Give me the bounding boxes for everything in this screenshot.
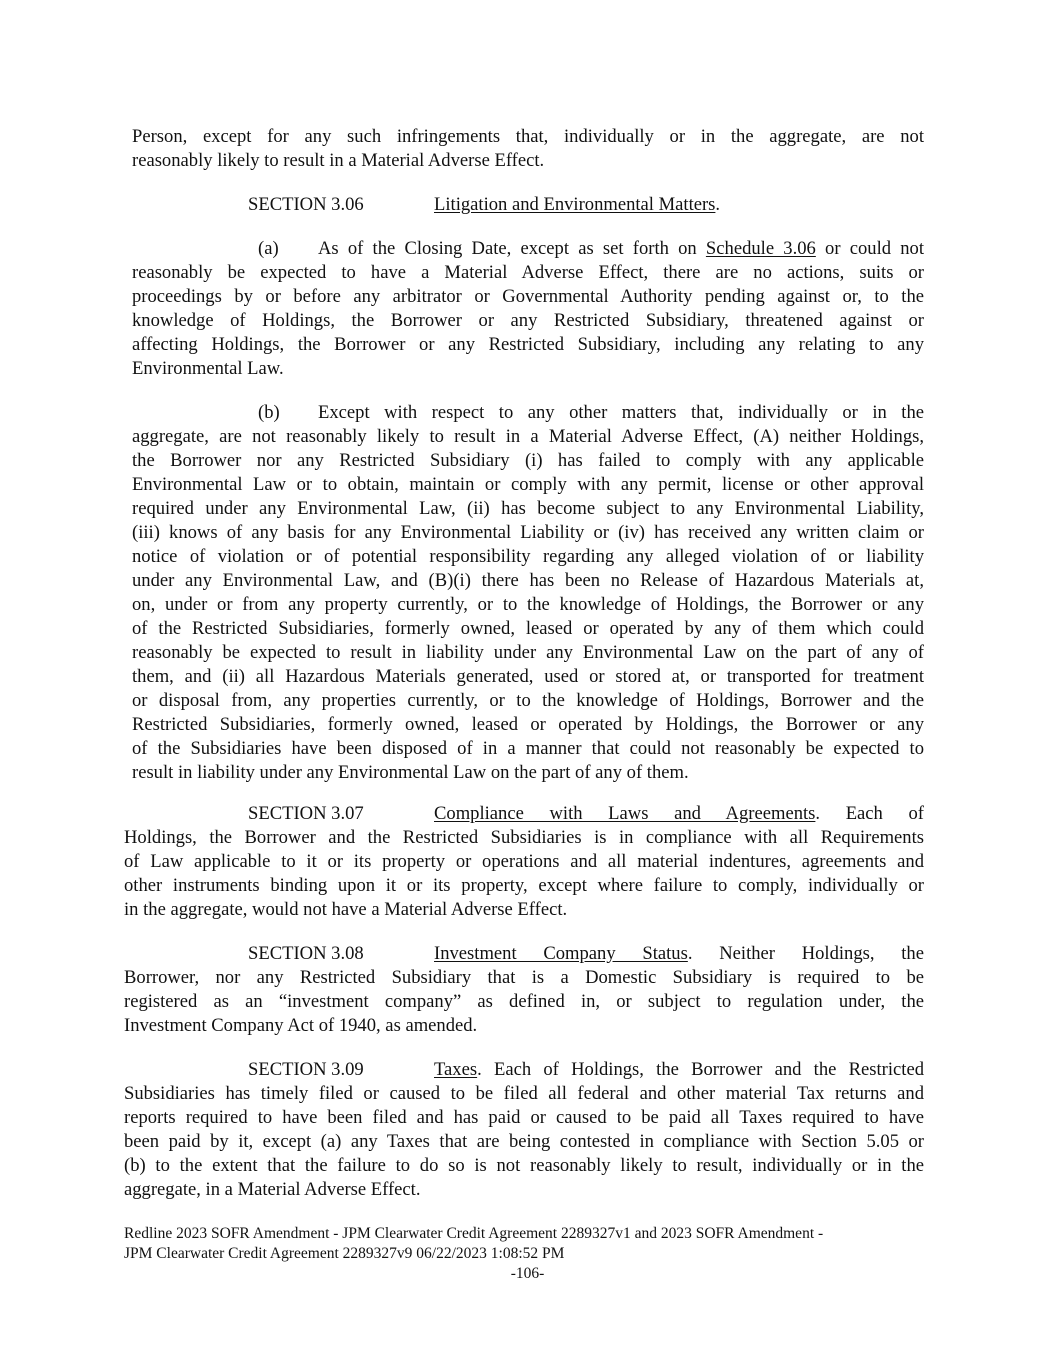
section-title: Taxes — [434, 1059, 478, 1080]
schedule-reference: Schedule 3.06 — [705, 238, 816, 259]
text-line: Holdings, the Borrower and the Restricted Subsidiaries is in compliance with all Requirements — [124, 827, 924, 848]
text-line: Environmental Law or to obtain, maintain or comply with any permit, license or other approval — [132, 474, 924, 495]
text-line: been paid by it, except (a) any Taxes that are being contested in compliance with Section 5.05 or — [124, 1131, 924, 1152]
paragraph — [124, 193, 924, 217]
text-line: of the Subsidiaries have been disposed of in a manner that could not reasonably be expected to — [132, 738, 924, 759]
text-line: aggregate, in a Material Adverse Effect. — [124, 1179, 421, 1200]
item-first-line — [132, 237, 924, 261]
paragraph — [132, 237, 924, 381]
footer-line-2: JPM Clearwater Credit Agreement 2289327v9 06/22/2023 1:08:52 PM — [124, 1245, 565, 1262]
section-heading-line — [124, 942, 924, 966]
item-first-line — [132, 401, 924, 425]
section-number: SECTION 3.06 — [248, 194, 364, 215]
text-line: registered as an “investment company” as defined in, or subject to regulation under, the — [124, 991, 924, 1012]
section-heading-tail: . Each of Holdings, the Borrower and the Restricted — [477, 1059, 924, 1080]
section-heading — [434, 802, 924, 826]
item-label: (a) — [258, 238, 279, 259]
text-line: the Borrower nor any Restricted Subsidiary (i) has failed to comply with any applicable — [132, 450, 924, 471]
section-heading — [434, 942, 924, 966]
section-number: SECTION 3.08 — [248, 943, 364, 964]
text-line: Except with respect to any other matters that, individually or in the — [318, 402, 924, 423]
section-heading — [434, 1058, 924, 1082]
text-line: Restricted Subsidiaries, formerly owned, leased or operated by Holdings, the Borrower or any — [132, 714, 924, 735]
text-line: Environmental Law. — [132, 358, 284, 379]
text-line: result in liability under any Environmental Law on the part of any of them. — [132, 762, 689, 783]
text-line: under any Environmental Law, and (B)(i) there has been no Release of Hazardous Materials at, — [132, 570, 924, 591]
text-line: of Law applicable to it or its property or operations and all material indentures, agreements and — [124, 851, 924, 872]
paragraph — [124, 802, 924, 922]
section-heading-line — [124, 1058, 924, 1082]
section-title: Litigation and Environmental Matters — [434, 194, 716, 215]
section-title: Compliance with Laws and Agreements — [434, 803, 816, 824]
text-line: them, and (ii) all Hazardous Materials generated, used or stored at, or transported for treatment — [132, 666, 924, 687]
section-heading-tail: . Each of — [815, 803, 924, 824]
section-heading — [434, 193, 924, 217]
text-line: other instruments binding upon it or its property, except where failure to comply, individually or — [124, 875, 924, 896]
text-line: or disposal from, any properties currently, or to the knowledge of Holdings, Borrower and the — [132, 690, 924, 711]
page-number: -106- — [510, 1265, 545, 1282]
paragraph — [132, 401, 924, 785]
paragraph — [124, 1058, 924, 1202]
text-line: reports required to have been filed and has paid or caused to be paid all Taxes required to have — [124, 1107, 924, 1128]
section-heading-tail: . — [715, 194, 721, 215]
text-line: As of the Closing Date, except as set forth on Schedule 3.06 or could not — [318, 238, 924, 259]
footer — [124, 1224, 924, 1264]
text-line: Person, except for any such infringements that, individually or in the aggregate, are not — [132, 126, 924, 147]
section-heading-line — [124, 802, 924, 826]
paragraph — [124, 942, 924, 1038]
text-line: of the Restricted Subsidiaries, formerly owned, leased or operated by any of them which could — [132, 618, 924, 639]
text-line: affecting Holdings, the Borrower or any Restricted Subsidiary, including any relating to any — [132, 334, 924, 355]
text-line: in the aggregate, would not have a Material Adverse Effect. — [124, 899, 568, 920]
text-line: on, under or from any property currently, or to the knowledge of Holdings, the Borrower or any — [132, 594, 924, 615]
text-line: proceedings by or before any arbitrator or Governmental Authority pending against or, to the — [132, 286, 924, 307]
footer-line-1: Redline 2023 SOFR Amendment - JPM Clearwater Credit Agreement 2289327v1 and 2023 SOFR Amendment - — [124, 1225, 824, 1242]
section-number: SECTION 3.07 — [248, 803, 364, 824]
text-line: required under any Environmental Law, (ii) has become subject to any Environmental Liability, — [132, 498, 924, 519]
text-line: knowledge of Holdings, the Borrower or any Restricted Subsidiary, threatened against or — [132, 310, 924, 331]
text-line: aggregate, are not reasonably likely to result in a Material Adverse Effect, (A) neither Holdings, — [132, 426, 924, 447]
section-number: SECTION 3.09 — [248, 1059, 364, 1080]
section-heading-tail: . Neither Holdings, the — [687, 943, 924, 964]
text-line: (b) to the extent that the failure to do so is not reasonably likely to result, individually or in the — [124, 1155, 924, 1176]
text-line: reasonably be expected to result in liability under any Environmental Law on the part of any of — [132, 642, 924, 663]
text-line: (iii) knows of any basis for any Environmental Liability or (iv) has received any written claim or — [132, 522, 924, 543]
text-line: Investment Company Act of 1940, as amended. — [124, 1015, 478, 1036]
section-heading-line — [124, 193, 924, 217]
paragraph — [132, 125, 924, 173]
text-line: Subsidiaries has timely filed or caused to be filed all federal and other material Tax returns and — [124, 1083, 924, 1104]
text-line: Borrower, nor any Restricted Subsidiary that is a Domestic Subsidiary is required to be — [124, 967, 924, 988]
text-line: notice of violation or of potential responsibility regarding any alleged violation of or liability — [132, 546, 924, 567]
text-line: reasonably likely to result in a Material Adverse Effect. — [132, 150, 545, 171]
item-label: (b) — [258, 402, 280, 423]
text-line: reasonably be expected to have a Material Adverse Effect, there are no actions, suits or — [132, 262, 924, 283]
section-title: Investment Company Status — [434, 943, 688, 964]
